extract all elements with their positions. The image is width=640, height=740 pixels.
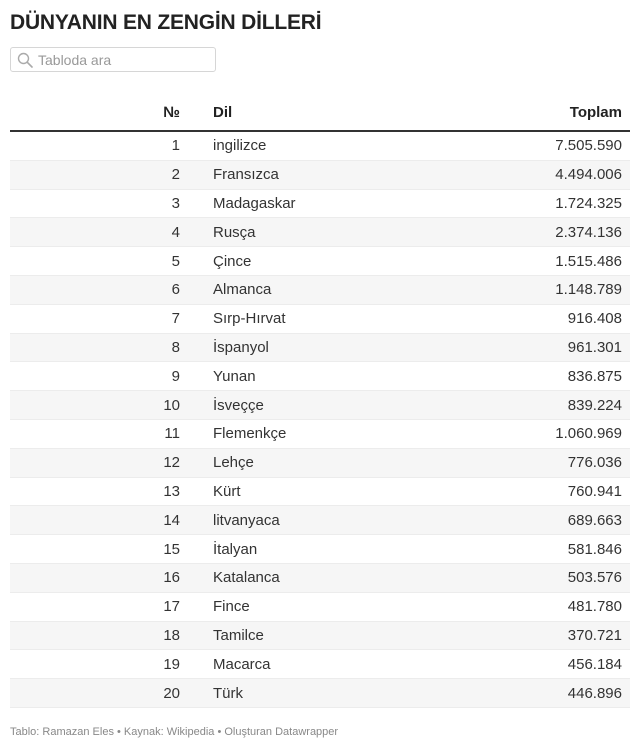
table-row <box>10 304 630 333</box>
table-row <box>10 333 630 362</box>
cell-dil: Sırp-Hırvat <box>203 304 444 333</box>
table-row <box>10 189 630 218</box>
table-row <box>10 391 630 420</box>
table-row <box>10 477 630 506</box>
table-row <box>10 218 630 247</box>
cell-no: 5 <box>10 247 203 276</box>
cell-dil: Çince <box>203 247 444 276</box>
table-row <box>10 362 630 391</box>
cell-toplam: 836.875 <box>444 362 630 391</box>
cell-dil: Flemenkçe <box>203 419 444 448</box>
table-row <box>10 506 630 535</box>
cell-toplam: 776.036 <box>444 448 630 477</box>
cell-no: 18 <box>10 621 203 650</box>
cell-dil: Tamilce <box>203 621 444 650</box>
cell-dil: Yunan <box>203 362 444 391</box>
cell-no: 12 <box>10 448 203 477</box>
cell-toplam: 370.721 <box>444 621 630 650</box>
table-row <box>10 247 630 276</box>
cell-no: 17 <box>10 592 203 621</box>
cell-toplam: 1.148.789 <box>444 275 630 304</box>
cell-dil: Rusça <box>203 218 444 247</box>
search-input[interactable] <box>33 49 208 71</box>
cell-no: 13 <box>10 477 203 506</box>
cell-no: 4 <box>10 218 203 247</box>
footer-text: Tablo: Ramazan Eles • Kaynak: Wikipedia • Oluşturan Datawrapper <box>10 725 339 738</box>
column-header-dil[interactable]: Dil <box>203 95 444 131</box>
cell-toplam: 839.224 <box>444 391 630 420</box>
cell-no: 20 <box>10 679 203 708</box>
table-row <box>10 563 630 592</box>
cell-no: 10 <box>10 391 203 420</box>
cell-dil: Madagaskar <box>203 189 444 218</box>
cell-toplam: 456.184 <box>444 650 630 679</box>
table-header-row <box>10 95 630 131</box>
cell-toplam: 1.515.486 <box>444 247 630 276</box>
column-header-toplam[interactable]: Toplam <box>444 95 630 131</box>
cell-toplam: 961.301 <box>444 333 630 362</box>
cell-toplam: 4.494.006 <box>444 160 630 189</box>
table-row <box>10 621 630 650</box>
table-row <box>10 419 630 448</box>
cell-no: 8 <box>10 333 203 362</box>
search-icon <box>17 52 33 68</box>
table-row <box>10 650 630 679</box>
cell-dil: İspanyol <box>203 333 444 362</box>
cell-dil: Macarca <box>203 650 444 679</box>
cell-no: 11 <box>10 419 203 448</box>
cell-toplam: 503.576 <box>444 563 630 592</box>
data-table <box>10 95 630 708</box>
cell-dil: Fransızca <box>203 160 444 189</box>
cell-no: 6 <box>10 275 203 304</box>
cell-no: 16 <box>10 563 203 592</box>
cell-toplam: 760.941 <box>444 477 630 506</box>
cell-dil: ingilizce <box>203 131 444 160</box>
cell-dil: Kürt <box>203 477 444 506</box>
cell-dil: Almanca <box>203 275 444 304</box>
search-box[interactable] <box>10 47 216 72</box>
cell-toplam: 481.780 <box>444 592 630 621</box>
cell-toplam: 689.663 <box>444 506 630 535</box>
footer-credits <box>10 726 630 740</box>
cell-dil: İtalyan <box>203 535 444 564</box>
table-row <box>10 160 630 189</box>
cell-no: 1 <box>10 131 203 160</box>
cell-toplam: 446.896 <box>444 679 630 708</box>
cell-no: 19 <box>10 650 203 679</box>
table-row <box>10 592 630 621</box>
table-row <box>10 275 630 304</box>
page-title: DÜNYANIN EN ZENGİN DİLLERİ <box>10 11 322 34</box>
table-row <box>10 679 630 708</box>
cell-dil: Katalanca <box>203 563 444 592</box>
cell-toplam: 1.060.969 <box>444 419 630 448</box>
cell-no: 14 <box>10 506 203 535</box>
cell-toplam: 916.408 <box>444 304 630 333</box>
cell-no: 7 <box>10 304 203 333</box>
cell-dil: litvanyaca <box>203 506 444 535</box>
table-row <box>10 448 630 477</box>
cell-dil: İsveççe <box>203 391 444 420</box>
cell-toplam: 581.846 <box>444 535 630 564</box>
cell-dil: Lehçe <box>203 448 444 477</box>
cell-toplam: 2.374.136 <box>444 218 630 247</box>
table-row <box>10 131 630 160</box>
cell-dil: Fince <box>203 592 444 621</box>
cell-no: 3 <box>10 189 203 218</box>
cell-toplam: 7.505.590 <box>444 131 630 160</box>
cell-no: 15 <box>10 535 203 564</box>
cell-no: 2 <box>10 160 203 189</box>
cell-dil: Türk <box>203 679 444 708</box>
column-header-no[interactable]: № <box>10 95 203 131</box>
cell-no: 9 <box>10 362 203 391</box>
table-row <box>10 535 630 564</box>
cell-toplam: 1.724.325 <box>444 189 630 218</box>
